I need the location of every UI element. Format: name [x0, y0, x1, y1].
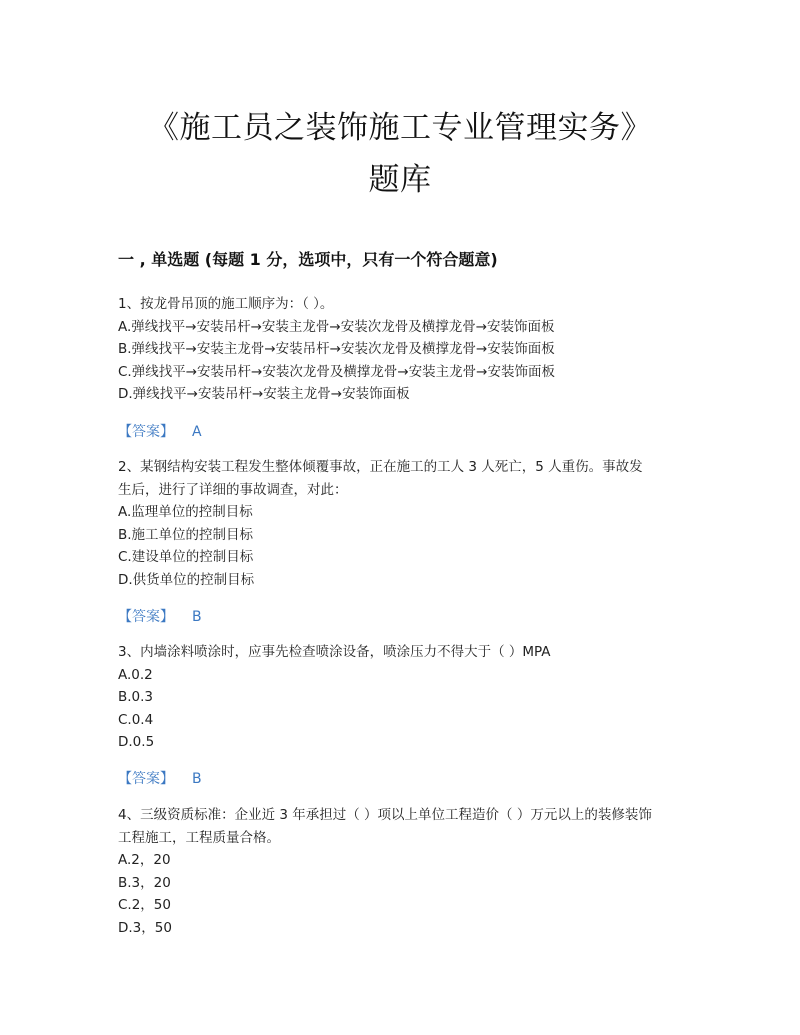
question-3	[118, 641, 698, 754]
answer-2	[118, 606, 202, 626]
question-stem: 1、按龙骨吊顶的施工顺序为：（ ）。	[118, 296, 334, 312]
option-a: A.监理单位的控制目标	[118, 504, 253, 520]
option-d: D.0.5	[118, 734, 155, 750]
document-title-line2: 题库	[368, 162, 432, 198]
option-b: B.弹线找平→安装主龙骨→安装吊杆→安装次龙骨及横撑龙骨→安装饰面板	[118, 341, 555, 357]
option-c: C.0.4	[118, 711, 154, 728]
question-stem: 4、三级资质标准：企业近 3 年承担过（ ）项以上单位工程造价（ ）万元以上的装修装饰	[118, 807, 652, 823]
answer-1	[118, 421, 202, 441]
option-b: B.施工单位的控制目标	[118, 526, 254, 543]
option-d: D.3，50	[118, 919, 172, 936]
option-d: D.供货单位的控制目标	[118, 571, 255, 588]
question-4	[118, 804, 698, 939]
option-c: C.弹线找平→安装吊杆→安装次龙骨及横撑龙骨→安装主龙骨→安装饰面板	[118, 363, 555, 380]
question-stem: 2、某钢结构安装工程发生整体倾覆事故，正在施工的工人 3 人死亡，5 人重伤。事故发	[118, 459, 643, 475]
answer-label: 【答案】	[118, 609, 174, 625]
option-a: A.2，20	[118, 852, 171, 868]
question-stem-cont: 生后，进行了详细的事故调查，对此：	[118, 481, 348, 498]
answer-3	[118, 768, 202, 788]
question-stem-cont: 工程施工，工程质量合格。	[118, 829, 280, 846]
document-title: 《施工员之装饰施工专业管理实务》	[148, 110, 652, 146]
option-a: A.0.2	[118, 666, 153, 683]
answer-value: B	[192, 609, 202, 625]
question-1	[118, 293, 698, 406]
option-a: A.弹线找平→安装吊杆→安装主龙骨→安装次龙骨及横撑龙骨→安装饰面板	[118, 318, 555, 335]
option-b: B.0.3	[118, 689, 154, 705]
question-stem: 3、内墙涂料喷涂时，应事先检查喷涂设备，喷涂压力不得大于（ ）MPA	[118, 644, 551, 660]
section-heading: 一 , 单选题 (每题 1 分，选项中，只有一个符合题意)	[118, 250, 498, 269]
option-b: B.3，20	[118, 874, 171, 891]
answer-label: 【答案】	[118, 771, 174, 787]
answer-label: 【答案】	[118, 424, 174, 440]
question-2	[118, 456, 698, 591]
option-c: C.建设单位的控制目标	[118, 549, 254, 565]
answer-value: B	[192, 771, 202, 787]
option-d: D.弹线找平→安装吊杆→安装主龙骨→安装饰面板	[118, 386, 410, 402]
answer-value: A	[192, 424, 202, 440]
option-c: C.2，50	[118, 897, 171, 913]
